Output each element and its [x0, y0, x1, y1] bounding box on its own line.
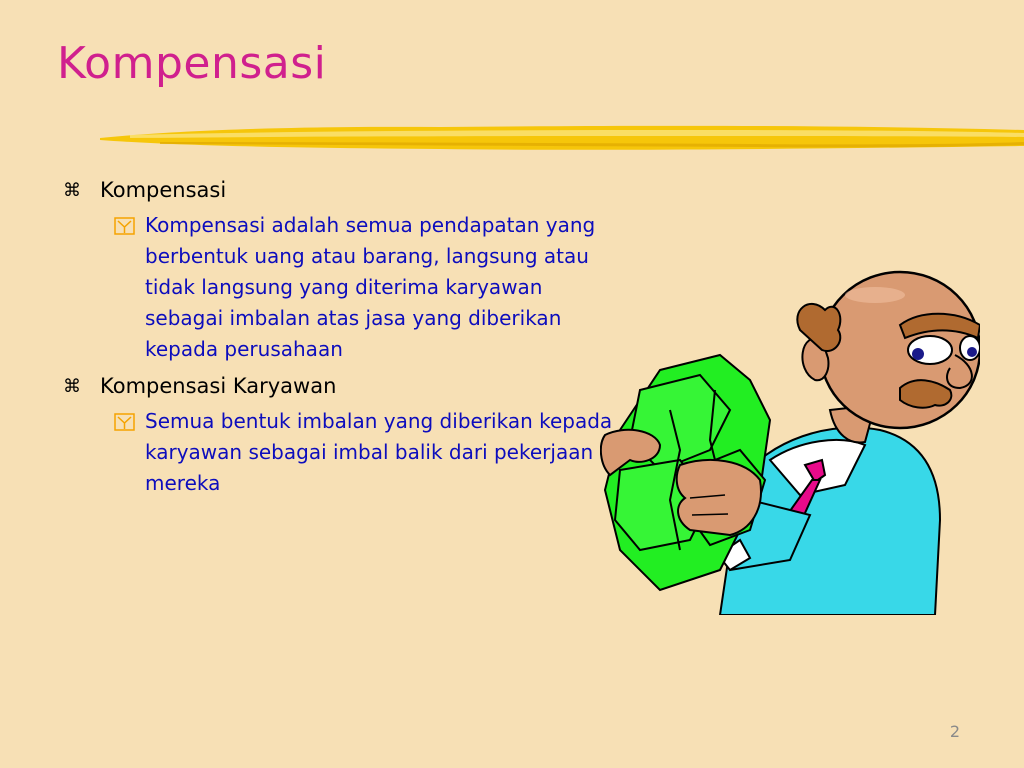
- command-key-icon: ⌘: [63, 376, 81, 397]
- bullet-label: Kompensasi Karyawan: [100, 374, 337, 398]
- command-key-icon: ⌘: [63, 180, 81, 201]
- page-number: 2: [949, 722, 960, 741]
- man-holding-money-illustration: [600, 270, 980, 615]
- slide-title: Kompensasi: [57, 38, 327, 89]
- bullet-list: [60, 175, 620, 505]
- checkbox-y-icon: [114, 217, 135, 235]
- bullet-label: Kompensasi: [100, 178, 227, 202]
- checkbox-y-icon: [114, 413, 135, 431]
- title-underline-brushstroke: [100, 118, 1024, 158]
- sub-bullet-item: [60, 210, 620, 365]
- bullet-item: [60, 371, 620, 402]
- sub-bullet-text: Kompensasi adalah semua pendapatan yang berbentuk uang atau barang, langsung atau tidak langsung yang diterima karyawan sebagai imbalan atas jasa yang diberikan kepada perusahaan: [145, 213, 596, 361]
- sub-bullet-item: [60, 406, 620, 499]
- bullet-item: [60, 175, 620, 206]
- sub-bullet-text: Semua bentuk imbalan yang diberikan kepada karyawan sebagai imbal balik dari pekerjaan mereka: [145, 409, 613, 495]
